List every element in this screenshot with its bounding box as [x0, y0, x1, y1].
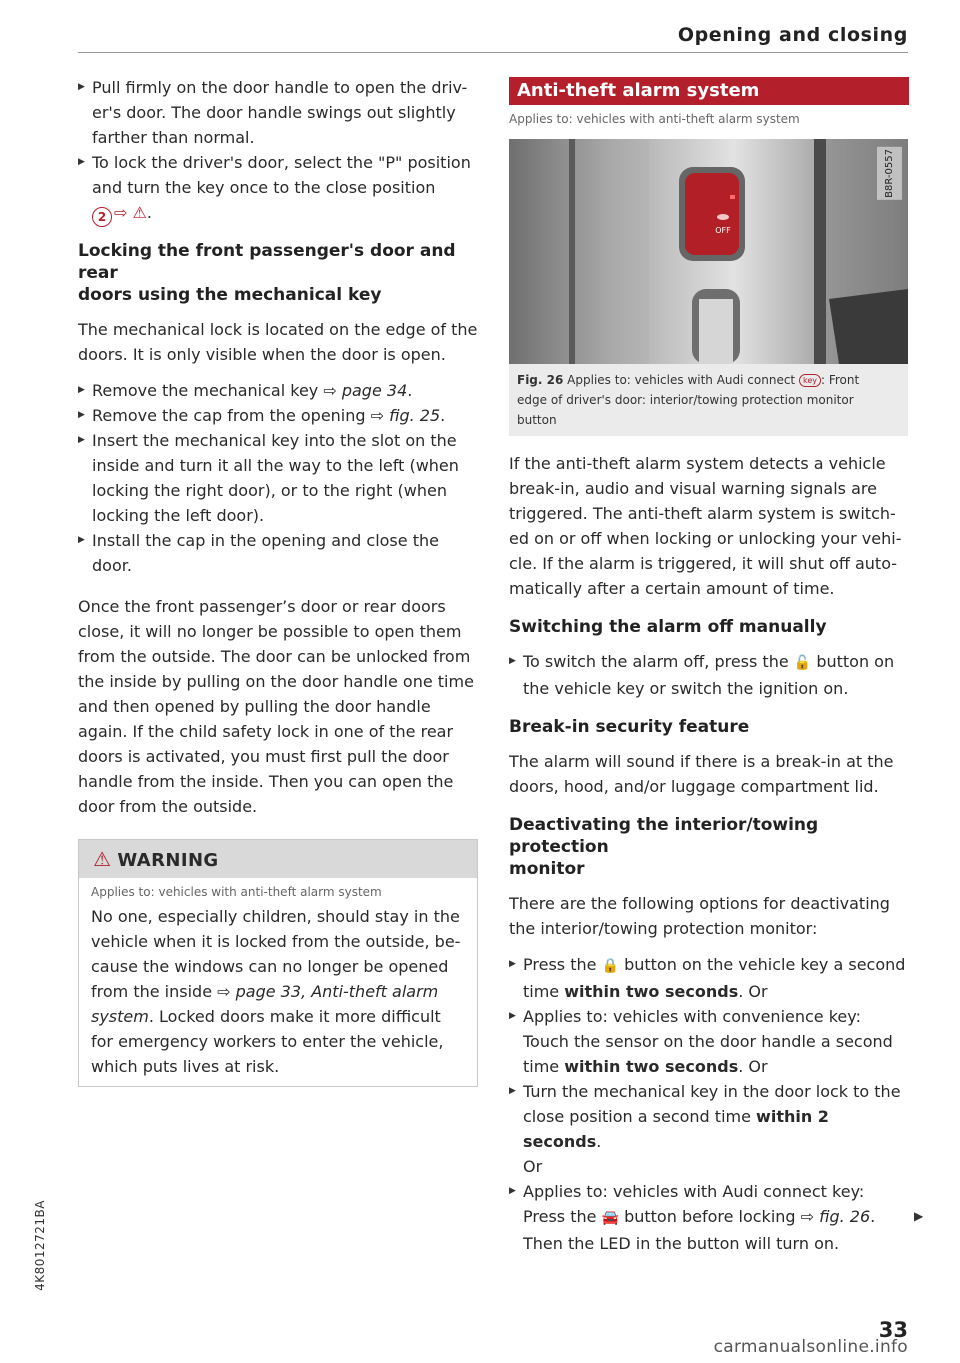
text-line: Touch the sensor on the door handle a second	[523, 1032, 893, 1051]
paragraph	[78, 594, 478, 819]
warning-triangle-icon: ⚠	[93, 847, 112, 871]
caption-text: Applies to: vehicles with Audi connect	[567, 373, 796, 387]
text-line: ▶ Pull firmly on the door handle to open the driv-	[92, 78, 468, 97]
text-line: from the inside ⇨	[91, 982, 231, 1001]
document-code: 4K8012721BA	[33, 1200, 47, 1291]
unlock-icon: 🔓	[793, 655, 812, 671]
text-line: locking the right door), or to the right (when	[92, 481, 447, 500]
text-line: Once the front passenger’s door or rear doors	[78, 597, 446, 616]
page-number: 33	[878, 1318, 908, 1342]
text-line: ▶ Turn the mechanical key in the door lock to the	[523, 1082, 901, 1101]
text-line	[91, 1004, 465, 1029]
text-line: Press the	[523, 1207, 597, 1226]
text-line: matically after a certain amount of time.	[509, 579, 835, 598]
text-line: Remove the mechanical key ⇨	[92, 381, 337, 400]
section-heading	[78, 240, 478, 306]
text-line: the inside by pulling on the door handle one time	[78, 672, 474, 691]
section-heading	[509, 814, 909, 880]
text-line: Then the LED in the button will turn on.	[523, 1234, 840, 1253]
text-line: cle. If the alarm is triggered, it will shut off auto-	[509, 554, 898, 573]
text-line: button on	[816, 652, 895, 671]
caption-line	[517, 370, 900, 390]
text-line: close, it will no longer be possible to open them	[78, 622, 462, 641]
text-line	[523, 979, 909, 1004]
running-header: Opening and closing	[677, 24, 908, 46]
text-line: from the outside. The door can be unlocked from	[78, 647, 471, 666]
text-line: the interior/towing protection monitor:	[509, 919, 818, 938]
text-line: and then opened by pulling the door handle	[78, 697, 431, 716]
off-button-label: OFF	[715, 226, 731, 235]
text-line: handle from the inside. Then you can open the	[78, 772, 454, 791]
text-line: ▶ Applies to: vehicles with convenience key:	[523, 1007, 861, 1026]
section-heading: Break-in security feature	[509, 717, 750, 737]
key-badge-icon: key	[799, 374, 821, 387]
text-line: ▶ Install the cap in the opening and close the	[92, 531, 439, 550]
text-line: farther than normal.	[92, 128, 255, 147]
heading-line: Deactivating the interior/towing protection	[509, 815, 819, 857]
warning-applies: Applies to: vehicles with anti-theft alarm system	[91, 885, 382, 899]
text-line: ▶ To lock the driver's door, select the "P" position	[92, 153, 471, 172]
warning-header	[79, 840, 477, 878]
text-line: ed on or off when locking or unlocking your vehi-	[509, 529, 902, 548]
text-line	[91, 979, 465, 1004]
cross-reference-arrow[interactable]: ⇨	[114, 203, 128, 222]
figure-caption	[509, 364, 908, 436]
paragraph	[509, 451, 909, 601]
figure-code: B8R-0557	[877, 147, 902, 200]
text-line: doors is activated, you must first pull the door	[78, 747, 449, 766]
list-item	[509, 952, 909, 1004]
list-item	[78, 378, 478, 403]
text-line: .	[407, 381, 413, 400]
text-line: inside and turn it all the way to the left (when	[92, 456, 459, 475]
list-item	[78, 150, 478, 226]
text-line: vehicle when it is locked from the outside, be-	[91, 932, 461, 951]
text-line: .	[596, 1132, 602, 1151]
section-heading: Switching the alarm off manually	[509, 617, 827, 637]
text-line: again. If the child safety lock in one of the rear	[78, 722, 454, 741]
figure-label: Fig. 26	[517, 373, 564, 387]
heading-line: Locking the front passenger's door and rear	[78, 241, 456, 283]
warning-text	[79, 902, 477, 1086]
list-item	[78, 528, 478, 578]
text-line: If the anti-theft alarm system detects a vehicle	[509, 454, 886, 473]
text-line: . Locked doors make it more difficult	[148, 1007, 441, 1026]
text-line: . Or	[738, 1057, 768, 1076]
list-item	[78, 75, 478, 150]
text-line: The mechanical lock is located on the edge of the	[78, 320, 478, 339]
caution-number-icon: 2	[92, 207, 112, 227]
text-line: Or	[523, 1157, 543, 1176]
text-line: .	[146, 203, 152, 222]
text-line: time	[523, 1057, 560, 1076]
text-line: There are the following options for deactivating	[509, 894, 890, 913]
text-line	[523, 1054, 909, 1079]
caption-line: edge of driver's door: interior/towing protection monitor	[517, 393, 854, 407]
text-line	[523, 1204, 909, 1231]
text-line: ▶ Applies to: vehicles with Audi connect key:	[523, 1182, 865, 1201]
page-reference-link[interactable]: page 33, Anti-theft alarm	[235, 982, 439, 1001]
text-line: door.	[92, 556, 132, 575]
emphasis: within two seconds	[564, 1057, 739, 1076]
text-line: ▶ Insert the mechanical key into the slot on the	[92, 431, 457, 450]
lock-icon: 🔒	[601, 958, 619, 974]
text-line: Remove the cap from the opening ⇨	[92, 406, 385, 425]
figure-reference-link[interactable]: fig. 26	[819, 1207, 871, 1226]
warning-box	[78, 839, 478, 1087]
paragraph	[78, 317, 478, 367]
text-line: locking the left door).	[92, 506, 265, 525]
text-line	[523, 1104, 909, 1154]
text-line: No one, especially children, should stay in the	[91, 907, 460, 926]
text-line: Press the	[523, 955, 597, 974]
text-line: .	[870, 1207, 876, 1226]
figure-door-edge-photo	[509, 139, 908, 364]
text-line: . Or	[738, 982, 768, 1001]
text-line: close position a second time	[523, 1107, 751, 1126]
figure-reference-link[interactable]: fig. 25	[389, 406, 441, 425]
emphasis: within 2 seconds	[523, 1107, 829, 1151]
text-line: The alarm will sound if there is a break-in at the	[509, 752, 894, 771]
list-item	[509, 649, 909, 701]
text-line: cause the windows can no longer be opened	[91, 957, 449, 976]
instruction-list	[78, 378, 478, 578]
text-line: door from the outside.	[78, 797, 258, 816]
paragraph	[509, 749, 909, 799]
warning-title: WARNING	[117, 850, 219, 871]
text-line: and turn the key once to the close position	[92, 178, 436, 197]
text-line: er's door. The door handle swings out slightly	[92, 103, 456, 122]
left-column	[78, 75, 478, 1087]
text-line: break-in, audio and visual warning signals are	[509, 479, 877, 498]
alarm-off-icon: 🚘	[601, 1210, 619, 1226]
text-line: .	[440, 406, 446, 425]
paragraph	[509, 891, 909, 941]
caption-text: : Front	[820, 373, 860, 387]
text-line: button on the vehicle key a second	[624, 955, 906, 974]
door-edge-illustration	[509, 139, 908, 364]
list-item	[78, 403, 478, 428]
caption-line: button	[517, 413, 557, 427]
text-line: doors, hood, and/or luggage compartment lid.	[509, 777, 879, 796]
list-item	[509, 1079, 909, 1179]
list-item	[509, 1179, 909, 1256]
text-line: To switch the alarm off, press the	[523, 652, 789, 671]
text-line: button before locking ⇨	[624, 1207, 815, 1226]
text-line: doors. It is only visible when the door is open.	[78, 345, 446, 364]
applies-note: Applies to: vehicles with anti-theft alarm system	[509, 112, 800, 126]
page-reference-link[interactable]: page 34	[341, 381, 408, 400]
list-item	[509, 1004, 909, 1079]
text-line	[523, 649, 909, 676]
heading-line: doors using the mechanical key	[78, 285, 382, 305]
emphasis: within two seconds	[564, 982, 739, 1001]
header-rule	[78, 52, 908, 53]
options-list	[509, 952, 909, 1256]
text-line	[92, 200, 478, 226]
text-line: which puts lives at risk.	[91, 1057, 280, 1076]
watermark: carmanualsonline.info	[713, 1337, 908, 1357]
warning-triangle-icon[interactable]: ⚠	[132, 203, 147, 222]
continue-arrow-icon: ▶	[914, 1209, 924, 1223]
right-column	[509, 77, 909, 1256]
section-title: Anti-theft alarm system	[509, 77, 909, 105]
text-line: time	[523, 982, 560, 1001]
list-item	[78, 428, 478, 528]
page-reference-link[interactable]: system	[91, 1007, 149, 1026]
text-line	[523, 952, 909, 979]
text-line: for emergency workers to enter the vehicle,	[91, 1032, 444, 1051]
heading-line: monitor	[509, 859, 585, 879]
text-line: the vehicle key or switch the ignition on.	[523, 679, 849, 698]
text-line: triggered. The anti-theft alarm system is switch-	[509, 504, 896, 523]
